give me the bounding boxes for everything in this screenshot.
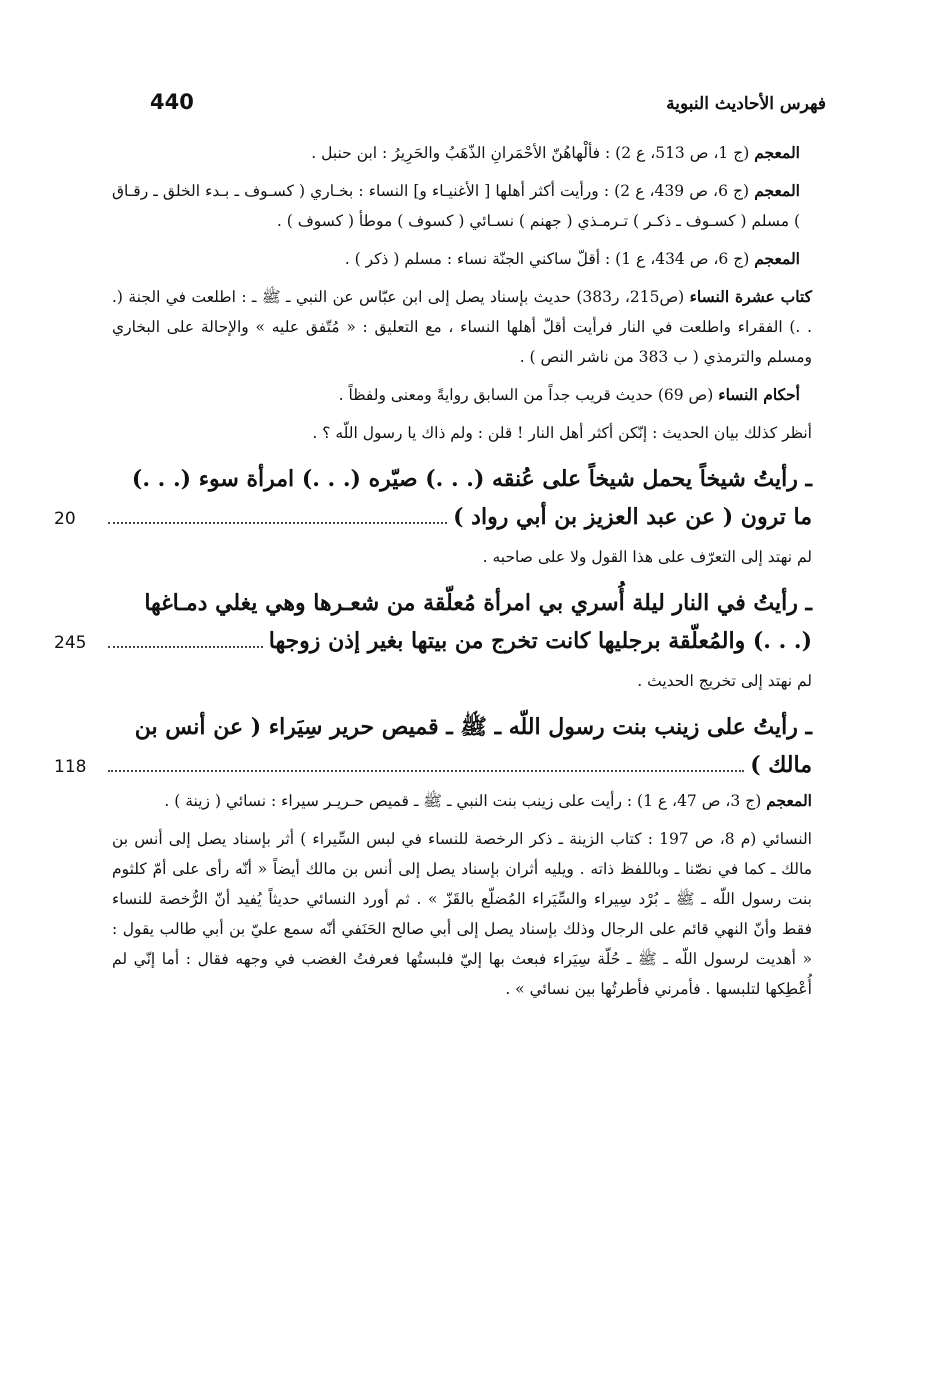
hadith-text-line: [112, 584, 812, 622]
reference-paragraph: [112, 244, 812, 274]
reference-label: كتاب عشرة النساء: [689, 287, 812, 306]
dot-leader: [108, 769, 744, 772]
reference-text: النسائي (م 8، ص 197 : كتاب الزينة ـ ذكر الرخصة للنساء في لبس السِّيراء ) أثر بإسناد يصل إلى أنس بن مالك ـ كما في نصّنا ـ وباللفظ ذاته . ويليه أثران بإسناد يصل إلى أنس بن مالك أيضاً « أنّه رأى على أمّ كلثوم بنت رسول اللّه ـ ﷺ ـ بُرْد سِيراء والسِّيَراء المُضلّع بالقَزّ » . ثم أورد النسائي حديثاً يُفيد أنّ الرُّخصة للنساء فقط وأنّ النهي قائم على الرجال وذلك بإسناد يصل إلى أبي صالح الحَنَفي أنّه سمع عليّ بن أبي طالب يقول : « أهديت لرسول اللّه ـ ﷺ ـ حُلّة سِيَراء فبعث بها إليّ فلبستُها فعرفتُ الغضب في وجهه فقال : أما إنّي لم أُعْطِكها لتلبسها . فأمرني فأطرتُها بين نسائي » .: [112, 830, 812, 998]
reference-paragraph: [112, 282, 812, 372]
entry-dash: ـ: [805, 466, 812, 492]
reference-label: أحكام النساء: [718, 385, 800, 404]
reference-paragraph: [112, 786, 812, 816]
hadith-text: رأيتُ على زينب بنت رسول اللّه ـ ﷺ ـ قميص حرير سِيَراء ( عن أنس بن: [134, 714, 798, 740]
reference-text: (ج 1، ص 513، ع 2) : فألْهاهُنّ الأحْمَرانِ الذّهَبُ والحَرِيرُ : ابن حنبل .: [311, 144, 750, 162]
reference-paragraph: [112, 380, 812, 410]
editor-note: لم نهتد إلى تخريج الحديث .: [637, 672, 812, 690]
reference-text: (ج 6، ص 434، ع 1) : أقلّ ساكني الجنّة نساء : مسلم ( ذكر ) .: [344, 250, 750, 268]
reference-text: (ص 69) حديث قريب جداً من السابق روايةً ومعنى ولفظاً .: [338, 386, 714, 404]
reference-paragraph: [112, 418, 812, 448]
editor-note: لم نهتد إلى التعرّف على هذا القول ولا على صاحبه .: [482, 548, 812, 566]
hadith-text-line: [112, 460, 812, 498]
hadith-reference-number: 118: [54, 757, 87, 777]
entry-dash: ـ: [805, 714, 812, 740]
reference-paragraph: [112, 824, 812, 1004]
running-title: فهرس الأحاديث النبوية: [666, 94, 826, 114]
reference-text: (ج 3، ص 47، ع 1) : رأيت على زينب بنت النبي ـ ﷺ ـ قميص حـريـر سيراء : نسائي ( زينة ) .: [164, 792, 762, 810]
hadith-text: رأيتُ شيخاً يحمل شيخاً على عُنقه (. . .) صيّره (. . .) امرأة سوء (. . .): [131, 466, 798, 492]
hadith-entry: [54, 708, 812, 786]
hadith-text: رأيتُ في النار ليلة أُسري بي امرأة مُعلّقة من شعـرها وهي يغلي دمـاغها: [144, 590, 798, 616]
hadith-entry: [54, 584, 812, 696]
reference-paragraph: [112, 176, 812, 236]
hadith-reference-number: 20: [54, 509, 76, 529]
hadith-text-line: [112, 708, 812, 746]
hadith-text: ما ترون ( عن عبد العزيز بن أبي رواد ): [453, 504, 812, 530]
reference-text: (ج 6، ص 439، ع 2) : ورأيت أكثر أهلها [ الأغنيـاء و] النساء : بخـاري ( كسـوف ـ بـدء الخلق ـ رقـاق ) مسلم ( كسـوف ـ ذكـر ) تـرمـذي ( جهنم ) نسـائي ( كسوف ) موطأ ( كسوف ) .: [112, 182, 800, 230]
reference-label: المعجم: [754, 181, 800, 200]
reference-text: أنظر كذلك بيان الحديث : إنّكن أكثر أهل النار ! قلن : ولم ذاك يا رسول اللّه ؟ .: [312, 424, 812, 442]
hadith-leader-line: [54, 498, 812, 538]
hadith-text: (. . .) والمُعلّقة برجليها كانت تخرج من بيتها بغير إذن زوجها: [268, 628, 812, 654]
reference-paragraph: [112, 138, 812, 168]
hadith-text: مالك ): [750, 752, 812, 778]
body-text: [54, 138, 812, 1004]
hadith-reference-number: 245: [54, 633, 87, 653]
reference-label: المعجم: [766, 791, 812, 810]
dot-leader: [108, 645, 263, 648]
reference-label: المعجم: [754, 249, 800, 268]
reference-text: (ص215، ر383) حديث بإسناد يصل إلى ابن عبّاس عن النبي ـ ﷺ ـ : اطلعت في الجنة (. . .) الفقراء واطلعت في النار فرأيت أقلّ أهلها النساء ، مع التعليق : « مُتّفق عليه » والإحالة على البخاري ومسلم والترمذي ( ب 383 من ناشر النص ) .: [112, 288, 812, 366]
hadith-leader-line: [54, 622, 812, 662]
hadith-leader-line: [54, 746, 812, 786]
hadith-entry: [54, 460, 812, 572]
entry-dash: ـ: [805, 590, 812, 616]
page-number: 440: [150, 90, 194, 114]
reference-label: المعجم: [754, 143, 800, 162]
dot-leader: [108, 521, 447, 524]
